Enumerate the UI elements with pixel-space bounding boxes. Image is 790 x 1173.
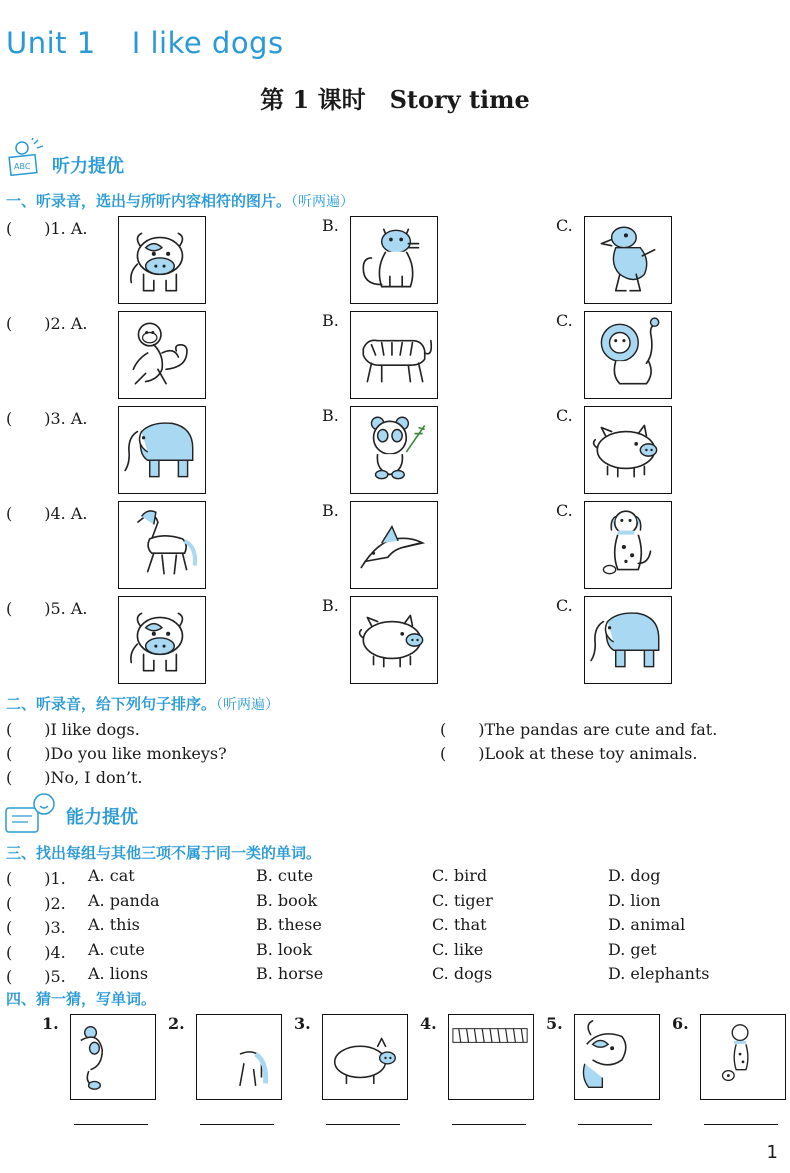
bird-picture-option[interactable]	[350, 501, 438, 589]
cow-picture-option[interactable]	[118, 216, 206, 304]
q2-sentence: ( )Do you like monkeys?	[6, 744, 227, 763]
q1-title: 一、听录音，选出与所听内容相符的图片。（听两遍）	[6, 192, 355, 210]
q3-option-b: B. cute	[256, 866, 314, 885]
q3-option-d: D. dog	[608, 866, 661, 885]
q3-option-d: D. get	[608, 939, 657, 959]
option-b-label: B.	[322, 406, 339, 425]
q4-title: 四、猜一猜，写单词。	[6, 990, 157, 1008]
q4-item-number: 6.	[672, 1014, 689, 1033]
q4-item-number: 4.	[420, 1014, 437, 1033]
q3-option-b: B. book	[256, 890, 318, 910]
q3-option-b: B. these	[256, 915, 322, 935]
section-ability: 能力提优	[66, 807, 138, 828]
elephant-picture-option[interactable]	[118, 406, 206, 494]
cow-part-picture	[574, 1014, 660, 1100]
q4-item-number: 3.	[294, 1014, 311, 1033]
q3-option-a: A. cute	[88, 939, 145, 959]
tiger-part-picture	[448, 1014, 534, 1100]
option-c-label: C.	[556, 311, 573, 330]
horse-picture-option[interactable]	[118, 501, 206, 589]
q4-item-number: 1.	[42, 1014, 59, 1033]
listening-icon	[4, 138, 48, 178]
option-b-label: B.	[322, 311, 339, 330]
horse-part-picture	[196, 1014, 282, 1100]
option-c-label: C.	[556, 406, 573, 425]
q3-answer-slot[interactable]: ( )1.	[6, 869, 66, 888]
panda-part-picture	[70, 1014, 156, 1100]
q3-option-a: A. this	[88, 915, 140, 935]
q4-answer-line[interactable]	[200, 1124, 274, 1125]
q2-sentence: ( )Look at these toy animals.	[440, 744, 698, 763]
q3-option-a: A. lions	[88, 964, 149, 984]
pig-picture-option[interactable]	[350, 596, 438, 684]
q1-row-label: ( )3. A.	[6, 409, 88, 428]
q1-row-label: ( )5. A.	[6, 599, 88, 618]
q3-title: 三、找出每组与其他三项不属于同一类的单词。	[6, 844, 322, 862]
q2-sentence: ( )No, I don’t.	[6, 768, 143, 787]
cow-picture-option[interactable]	[118, 596, 206, 684]
q1-row-label: ( )4. A.	[6, 504, 88, 523]
page-number: 1	[766, 1142, 778, 1163]
q3-answer-slot[interactable]: ( )2.	[6, 893, 66, 913]
q1-row-label: ( )1. A.	[6, 219, 88, 238]
panda-picture-option[interactable]	[350, 406, 438, 494]
q2-title: 二、听录音，给下列句子排序。（听两遍）	[6, 695, 280, 713]
q4-answer-line[interactable]	[326, 1124, 400, 1125]
q3-option-b: B. horse	[256, 964, 324, 984]
q3-option-d: D. elephants	[608, 964, 710, 984]
svg-text:ABC: ABC	[14, 162, 31, 171]
q3-option-b: B. look	[256, 939, 313, 959]
q2-sentence: ( )The pandas are cute and fat.	[440, 720, 718, 739]
q3-option-d: D. lion	[608, 890, 661, 910]
q1-row-label: ( )2. A.	[6, 314, 88, 333]
q3-option-d: D. animal	[608, 915, 686, 935]
option-c-label: C.	[556, 501, 573, 520]
q3-option-c: C. tiger	[432, 890, 493, 910]
option-c-label: C.	[556, 216, 573, 235]
section-listening: 听力提优	[52, 156, 124, 177]
unit-title: Unit 1 I like dogs	[6, 26, 284, 60]
q3-option-c: C. bird	[432, 866, 488, 885]
q3-option-a: A. cat	[88, 866, 135, 885]
dog-part-picture	[700, 1014, 786, 1100]
option-c-label: C.	[556, 596, 573, 615]
elephant-picture-option[interactable]	[584, 596, 672, 684]
q4-answer-line[interactable]	[452, 1124, 526, 1125]
option-b-label: B.	[322, 596, 339, 615]
q4-item-number: 2.	[168, 1014, 185, 1033]
tiger-picture-option[interactable]	[350, 311, 438, 399]
pig-picture-option[interactable]	[584, 406, 672, 494]
q3-option-a: A. panda	[88, 890, 160, 910]
duck-picture-option[interactable]	[584, 216, 672, 304]
q2-sentence: ( )I like dogs.	[6, 720, 140, 739]
q3-option-c: C. dogs	[432, 964, 493, 984]
q4-answer-line[interactable]	[704, 1124, 778, 1125]
q4-item-number: 5.	[546, 1014, 563, 1033]
cat-picture-option[interactable]	[350, 216, 438, 304]
option-b-label: B.	[322, 216, 339, 235]
lesson-title: 第 1 课时 Story time	[260, 85, 530, 114]
q3-option-c: C. like	[432, 939, 484, 959]
q3-answer-slot[interactable]: ( )3.	[6, 918, 66, 938]
ability-icon	[4, 792, 60, 836]
pig-part-picture	[322, 1014, 408, 1100]
q4-answer-line[interactable]	[578, 1124, 652, 1125]
monkey-picture-option[interactable]	[118, 311, 206, 399]
dog-picture-option[interactable]	[584, 501, 672, 589]
lion-picture-option[interactable]	[584, 311, 672, 399]
option-b-label: B.	[322, 501, 339, 520]
q3-answer-slot[interactable]: ( )5.	[6, 967, 66, 987]
q4-answer-line[interactable]	[74, 1124, 148, 1125]
q3-answer-slot[interactable]: ( )4.	[6, 942, 66, 962]
q3-option-c: C. that	[432, 915, 487, 935]
